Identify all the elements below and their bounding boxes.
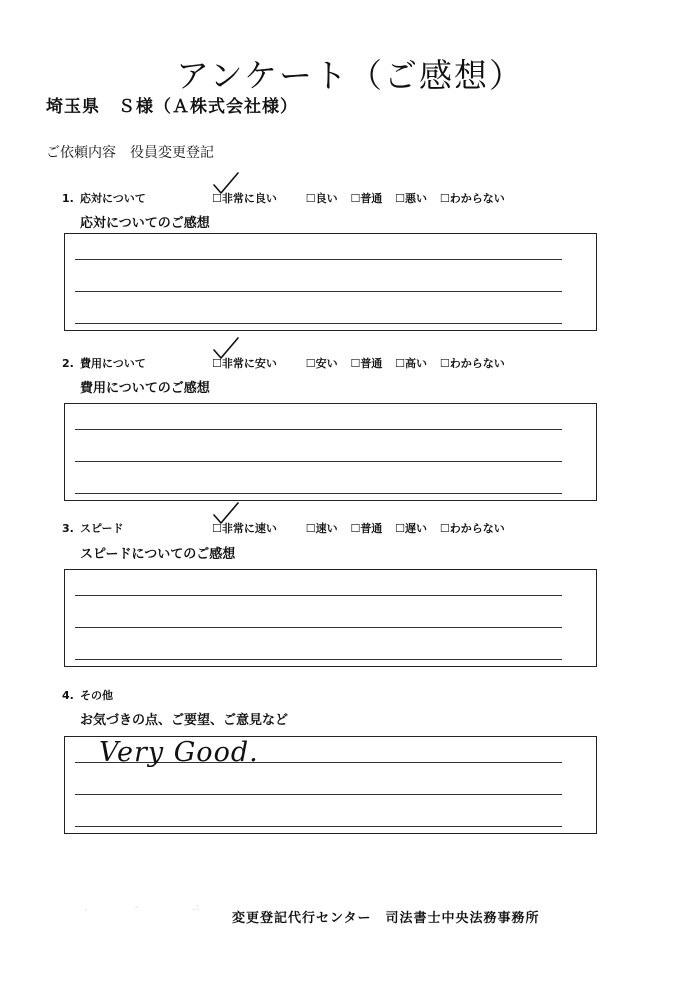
option-label: わからない — [449, 192, 505, 205]
checkbox-icon: ☐ — [350, 192, 361, 205]
question-text: 応対について — [80, 192, 146, 205]
comment-box-3[interactable] — [64, 569, 597, 667]
request-value: 役員変更登記 — [130, 145, 214, 161]
checkbox-icon: ☐ — [395, 192, 406, 205]
option-label: わからない — [449, 522, 505, 535]
writing-line — [75, 259, 562, 260]
request-line — [46, 142, 214, 162]
question-number: 4. — [62, 689, 74, 702]
comment-box-2[interactable] — [64, 403, 597, 501]
option-label: 非常に速い — [221, 522, 277, 535]
writing-line — [75, 826, 562, 827]
checkmark-icon — [212, 172, 240, 196]
question-2-label — [62, 355, 146, 371]
writing-line — [75, 323, 562, 324]
question-number: 2. — [62, 357, 74, 370]
option-checkbox[interactable] — [350, 355, 382, 371]
option-checkbox[interactable] — [350, 190, 382, 206]
request-label: ご依頼内容 — [46, 145, 116, 161]
writing-line — [75, 461, 562, 462]
question-1-options — [212, 190, 514, 206]
writing-line — [75, 429, 562, 430]
option-label: 普通 — [360, 192, 383, 205]
checkbox-icon: ☐ — [395, 357, 406, 370]
option-label: 安い — [315, 357, 338, 370]
question-1-sublabel: 応対についてのご感想 — [80, 216, 210, 231]
writing-line — [75, 291, 562, 292]
checkbox-icon: ☐ — [212, 522, 222, 535]
option-label: 非常に安い — [221, 357, 277, 370]
checkbox-icon: ☐ — [305, 192, 316, 205]
option-checkbox[interactable] — [306, 190, 338, 206]
question-number: 1. — [62, 192, 74, 205]
question-4-sublabel: お気づきの点、ご要望、ご意見など — [80, 713, 289, 728]
option-checkbox[interactable] — [395, 190, 427, 206]
option-label: 悪い — [405, 192, 428, 205]
option-label: 非常に良い — [221, 192, 277, 205]
client-name: 埼玉県 Ｓ様（Ａ株式会社様） — [46, 97, 298, 117]
option-label: 速い — [315, 522, 338, 535]
option-label: 遅い — [405, 522, 428, 535]
option-label: 高い — [405, 357, 428, 370]
comment-box-1[interactable] — [64, 233, 597, 331]
question-2-options — [212, 355, 514, 371]
question-number: 3. — [62, 522, 74, 535]
option-label: わからない — [449, 357, 505, 370]
handwritten-comment: Very Good. — [99, 737, 259, 768]
question-2-sublabel: 費用についてのご感想 — [80, 381, 210, 396]
checkbox-icon: ☐ — [350, 357, 361, 370]
checkmark-icon — [212, 502, 240, 526]
writing-line — [75, 659, 562, 660]
question-3-options — [212, 520, 514, 536]
checkbox-icon: ☐ — [439, 192, 450, 205]
option-checkbox[interactable] — [395, 355, 427, 371]
question-1-label — [62, 190, 146, 206]
writing-line — [75, 595, 562, 596]
option-checkbox[interactable] — [350, 520, 382, 536]
question-3-label — [62, 520, 124, 536]
checkbox-icon: ☐ — [305, 522, 316, 535]
checkbox-icon: ☐ — [305, 357, 316, 370]
writing-line — [75, 794, 562, 795]
checkbox-icon: ☐ — [212, 192, 222, 205]
checkmark-icon — [212, 337, 240, 361]
checkbox-icon: ☐ — [439, 357, 450, 370]
question-text: スピード — [80, 522, 124, 535]
writing-line — [75, 627, 562, 628]
option-checkbox[interactable] — [440, 190, 505, 206]
checkbox-icon: ☐ — [439, 522, 450, 535]
checkbox-icon: ☐ — [395, 522, 406, 535]
option-label: 普通 — [360, 522, 383, 535]
option-label: 普通 — [360, 357, 383, 370]
question-text: その他 — [80, 689, 113, 702]
question-text: 費用について — [80, 357, 146, 370]
checkbox-icon: ☐ — [212, 357, 222, 370]
footer-office: 変更登記代行センター 司法書士中央法務事務所 — [232, 911, 540, 926]
checkbox-icon: ☐ — [350, 522, 361, 535]
page-title: アンケート（ご感想） — [175, 56, 525, 95]
option-checkbox[interactable] — [395, 520, 427, 536]
question-3-sublabel: スピードについてのご感想 — [80, 547, 236, 562]
question-4-label — [62, 687, 113, 703]
option-checkbox[interactable] — [440, 355, 505, 371]
scan-artifact: . - .: — [84, 902, 200, 913]
option-checkbox[interactable] — [306, 520, 338, 536]
option-checkbox[interactable] — [440, 520, 505, 536]
option-checkbox[interactable] — [306, 355, 338, 371]
writing-line — [75, 493, 562, 494]
option-label: 良い — [315, 192, 338, 205]
comment-box-4[interactable] — [64, 736, 597, 834]
